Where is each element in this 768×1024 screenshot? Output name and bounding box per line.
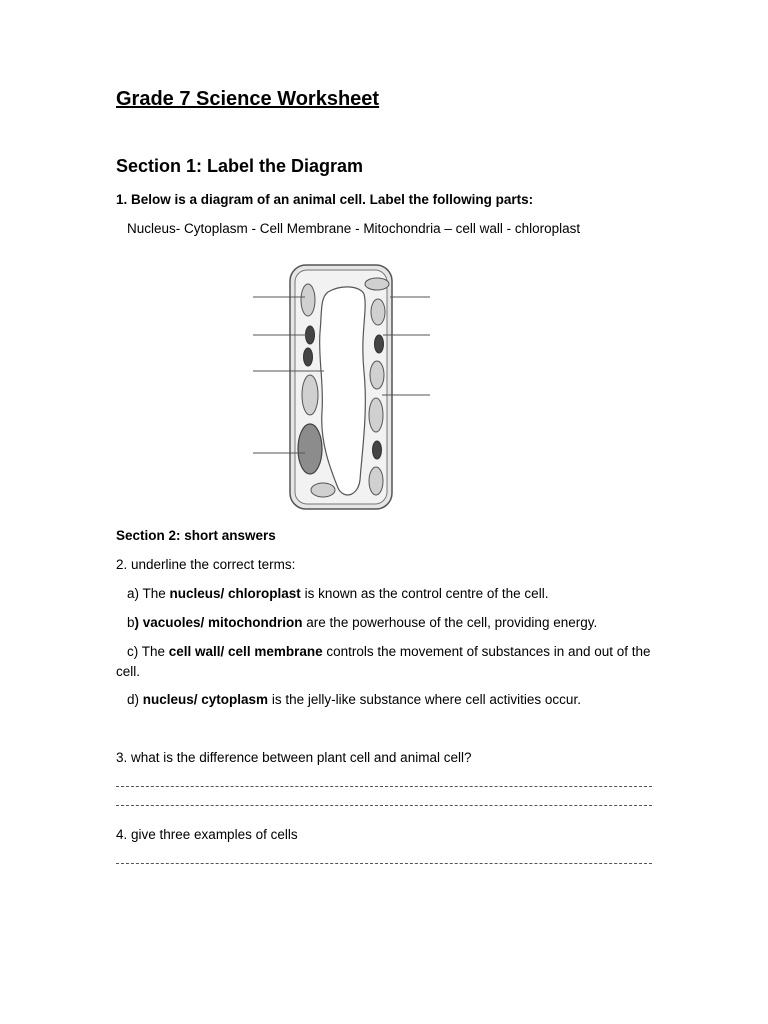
chloroplast-shape	[301, 284, 315, 316]
mitochondria-shape	[375, 335, 384, 353]
chloroplast-shape	[302, 375, 318, 415]
question-2d	[127, 690, 581, 710]
question-2a	[127, 584, 548, 604]
mitochondria-shape	[373, 441, 382, 459]
mitochondria-shape	[304, 348, 313, 366]
question-2b	[127, 613, 597, 633]
question-4: 4. give three examples of cells	[116, 827, 298, 842]
question-2b-options: ) vacuoles/ mitochondrion	[134, 615, 303, 630]
section-2-heading: Section 2: short answers	[116, 528, 276, 543]
question-2c-options: cell wall/ cell membrane	[168, 644, 323, 659]
worksheet-title: Grade 7 Science Worksheet	[116, 88, 380, 110]
question-2c	[116, 642, 656, 682]
question-2a-options: nucleus/ chloroplast	[169, 586, 301, 601]
chloroplast-shape	[365, 278, 389, 290]
plant-cell-diagram	[250, 262, 440, 512]
question-2c-prefix: c) The	[127, 644, 169, 659]
chloroplast-shape	[369, 467, 383, 495]
chloroplast-shape	[370, 361, 384, 389]
answer-line	[116, 805, 652, 806]
question-2d-options: nucleus/ cytoplasm	[142, 692, 269, 707]
nucleus-shape	[298, 424, 322, 474]
question-3: 3. what is the difference between plant cell and animal cell?	[116, 750, 472, 765]
label-terms: Nucleus- Cytoplasm - Cell Membrane - Mitochondria – cell wall - chloroplast	[127, 221, 581, 236]
question-2d-suffix: is the jelly-like substance where cell activities occur.	[268, 692, 581, 707]
answer-line	[116, 786, 652, 787]
question-2a-prefix: a) The	[127, 586, 170, 601]
question-2: 2. underline the correct terms:	[116, 557, 296, 572]
question-2c-suffix: controls the movement of substances in and out of the cell.	[116, 644, 651, 679]
chloroplast-shape	[311, 483, 335, 497]
section-1-heading: Section 1: Label the Diagram	[116, 156, 364, 176]
question-2b-suffix: are the powerhouse of the cell, providing energy.	[302, 615, 598, 630]
question-2d-prefix: d)	[127, 692, 143, 707]
chloroplast-shape	[371, 299, 385, 325]
question-2b-prefix: b	[127, 615, 135, 630]
question-2a-suffix: is known as the control centre of the cell.	[300, 586, 549, 601]
chloroplast-shape	[369, 398, 383, 432]
answer-line	[116, 863, 652, 864]
question-1: 1. Below is a diagram of an animal cell. Label the following parts:	[116, 192, 534, 207]
